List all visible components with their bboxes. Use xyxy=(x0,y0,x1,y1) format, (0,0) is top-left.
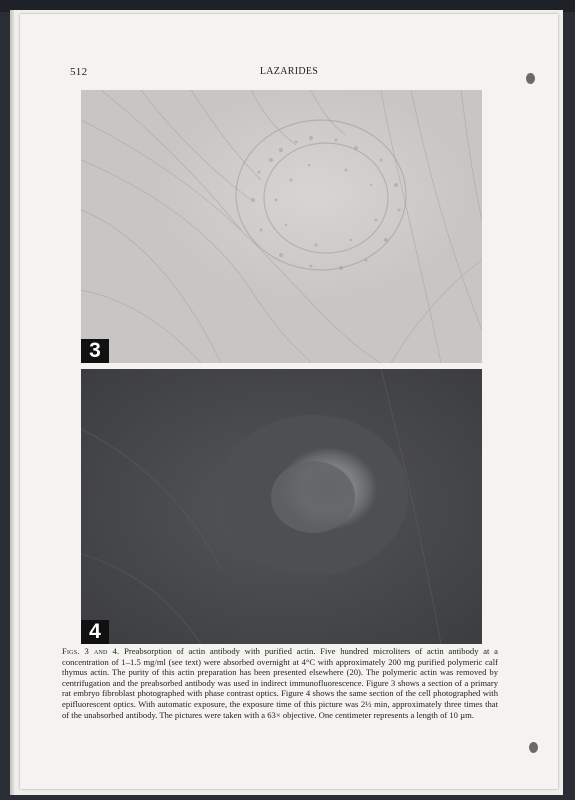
figure-3-phase-contrast-micrograph xyxy=(81,90,482,363)
phase-contrast-image xyxy=(81,90,482,363)
figure-3-label: 3 xyxy=(81,339,109,363)
fluorescence-image xyxy=(81,369,482,644)
journal-page xyxy=(20,14,558,789)
figure-caption xyxy=(62,646,498,720)
page-number: 512 xyxy=(70,66,88,78)
figure-4-fluorescence-micrograph xyxy=(81,369,482,644)
punch-hole xyxy=(529,742,538,753)
figure-4-label: 4 xyxy=(81,620,109,644)
running-head: LAZARIDES xyxy=(259,66,319,77)
caption-lead: Figs. 3 and 4. xyxy=(62,646,120,656)
caption-body: Preabsorption of actin antibody with purified actin. Five hundred microliters of actin antibody at a concentration of 1–1.5 mg/ml (see text) were absorbed overnight at 4°C with approximately 200 mg purified polymeric calf thymus actin. The purity of this actin preparation has been presented elsewhere (20). The polymeric actin was removed by centrifugation and the preabsorbed antibody was used in indirect immunofluorescence. Figure 3 shows a section of a primary rat embryo fibroblast photographed with phase contrast optics. Figure 4 shows the same section of the cell photographed with epifluorescent optics. With automatic exposure, the exposure time of this picture was 2½ min, approximately three times that of the unabsorbed antibody. The pictures were taken with a 63× objective. One centimeter represents a length of 10 µm. xyxy=(62,646,498,720)
